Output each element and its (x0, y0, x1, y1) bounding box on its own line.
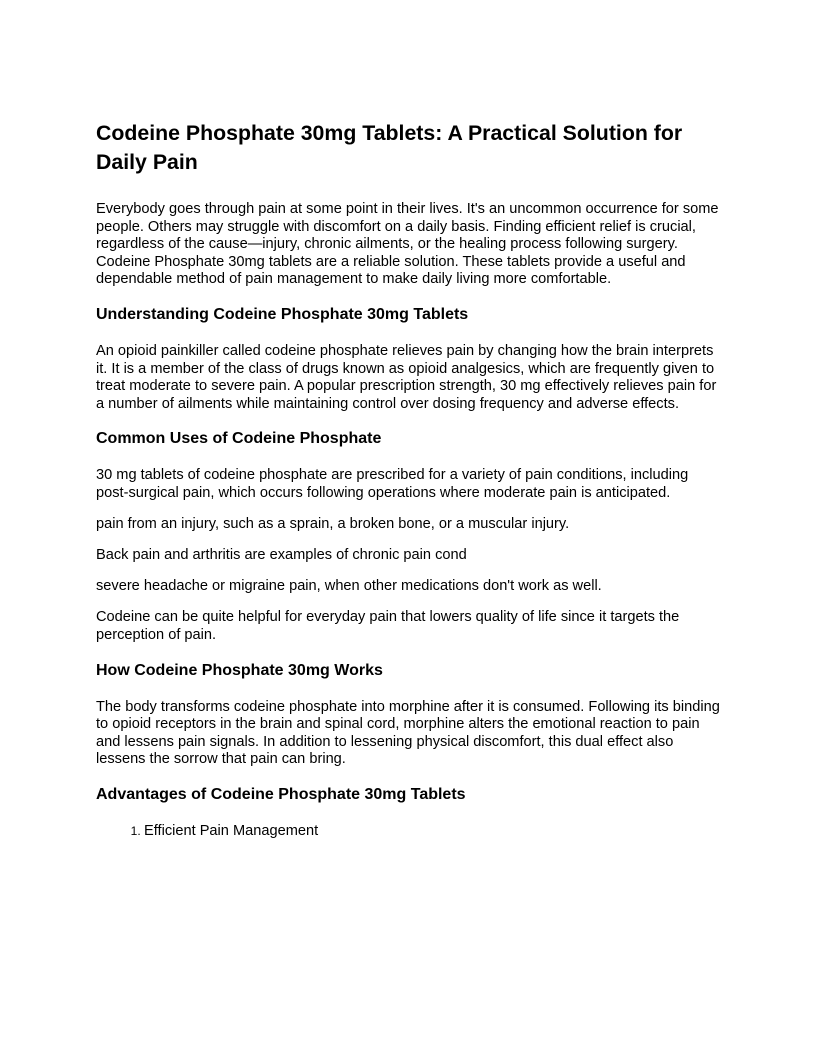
section-heading-understanding: Understanding Codeine Phosphate 30mg Tablets (96, 305, 469, 323)
section-paragraph: The body transforms codeine phosphate into morphine after it is consumed. Following its binding to opioid receptors in the brain and spinal cord, morphine alters the emotional reaction to pain and lessens pain signals. In addition to lessening physical discomfort, this dual effect also lessens the sorrow that pain can bring. (96, 698, 720, 768)
section-paragraph: severe headache or migraine pain, when other medications don't work as well. (96, 578, 602, 595)
section-paragraph: Codeine can be quite helpful for everyday pain that lowers quality of life since it targets the perception of pain. (96, 609, 680, 643)
list-item: 1. Efficient Pain Management (144, 823, 720, 841)
section-paragraph: pain from an injury, such as a sprain, a broken bone, or a muscular injury. (96, 516, 570, 533)
section-paragraph: Back pain and arthritis are examples of chronic pain cond (96, 547, 467, 564)
section-heading-common-uses: Common Uses of Codeine Phosphate (96, 430, 382, 448)
intro-paragraph: Everybody goes through pain at some point in their lives. It's an uncommon occurrence for some people. Others may struggle with discomfort on a daily basis. Finding efficient relief is crucial, regardless of the cause—injury, chronic ailments, or the healing process following surgery. Codeine Phosphate 30mg tablets are a reliable solution. These tablets provide a useful and dependable method of pain management to make daily living more comfortable. (96, 201, 719, 288)
section-heading-how-it-works: How Codeine Phosphate 30mg Works (96, 661, 383, 679)
section-paragraph: 30 mg tablets of codeine phosphate are prescribed for a variety of pain conditions, including post-surgical pain, which occurs following operations where moderate pain is anticipated. (96, 467, 689, 501)
document-title: Codeine Phosphate 30mg Tablets: A Practical Solution for Daily Pain (96, 121, 683, 174)
section-heading-advantages: Advantages of Codeine Phosphate 30mg Tablets (96, 785, 466, 803)
document-page (96, 119, 720, 840)
section-paragraph: An opioid painkiller called codeine phosphate relieves pain by changing how the brain interprets it. It is a member of the class of drugs known as opioid analgesics, which are frequently given to treat moderate to severe pain. A popular prescription strength, 30 mg effectively relieves pain for a number of ailments while maintaining control over dosing frequency and adverse effects. (96, 342, 717, 412)
advantages-list (96, 823, 720, 841)
